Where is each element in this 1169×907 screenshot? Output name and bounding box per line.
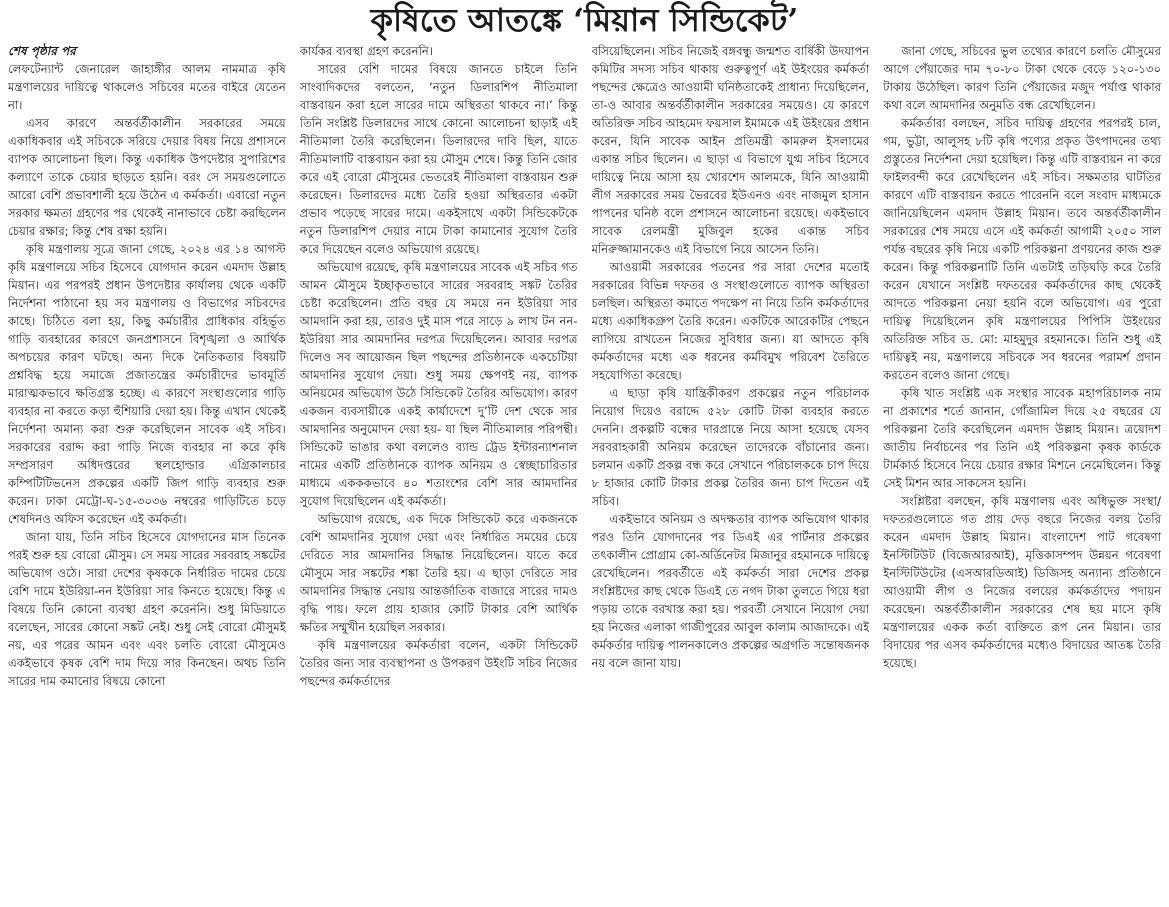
headline: কৃষিতে আতঙ্কে ‘মিয়ান সিন্ডিকেট’: [370, 1, 799, 39]
paragraph: লেফটেন্যান্ট জেনারেল জাহাঙ্গীর আলম নামমাত্র কৃষি মন্ত্রণালয়ের দায়িত্বে থাকলেও সচিবের মতের বাইরে যেতেন না।: [8, 62, 286, 112]
paragraph: এসব কারণে অন্তর্বর্তীকালীন সরকারের সময়ে একাধিকবার এই সচিবকে সরিয়ে দেয়ার বিষয় নিয়ে প্রশাসনে ব্যাপক আলোচনা ছিল। কিন্তু একাধিক উপদেষ্টার সুপারিশের কল্যাণে তাকে চেয়ার ছাড়তে হয়নি। বরং সে সময়গুলোতে আরো বেশি প্রভাবশালী হয়ে উঠেন এ কর্মকর্তা। এবারো নতুন সরকার ক্ষমতা গ্রহণের পর থেকেই নানাভাবে চেষ্টা করছিলেন চেয়ার রক্ষার; কিন্তু শেষ রক্ষা হয়নি।: [8, 116, 286, 238]
paragraph: একইভাবে অনিয়ম ও অদক্ষতার ব্যাপক অভিযোগ থাকার পরও তিনি যোগদানের পর ডিএই এর পার্টনার প্রকল্পের তৎকালীন প্রোগ্রাম কো-অর্ডিনেটর মিজানুর রহমানকে দায়িত্বে রেখেছিলেন। পরবর্তীতে এই কর্মকর্তা সারা দেশের প্রকল্প সংশ্লিষ্টদের কাছ থেকে ডিএই তে নগদ টাকা তুলতে গিয়ে ধরা পড়ায় তাকে বরখাস্ত করা হয়। পরবর্তী সেখানে নিয়োগ দেয়া হয় নিজের এলাকা গাজীপুরের আবুল কালাম আজাদকে। এই কর্মকর্তার দায়িত্ব পালনকালেও প্রকল্পের অগ্রগতি সন্তোষজনক নয় বলে জানা যায়।: [591, 512, 870, 670]
paragraph: অভিযোগ রয়েছে, কৃষি মন্ত্রণালয়ের সাবেক এই সচিব গত আমন মৌসুমে ইচ্ছাকৃতভাবে সারের সরবরাহ সঙ্কট তৈরির চেষ্টা করেছিলেন। প্রতি বছর যে সময়ে নন ইউরিয়া সার আমদানি করা হয়, তারও দুই মাস পরে সাড়ে ৯ লাখ টন নন-ইউরিয়া সার আমদানির দরপত্র দিয়েছিলেন। আবার দরপত্র দিলেও সব আয়োজন ছিল পছন্দের প্রতিষ্ঠানকে একচেটিয়া আমদানির সুযোগ দেয়া। শুধু সময় ক্ষেপণই নয়, ব্যাপক অনিয়মের অভিযোগ উঠে সিন্ডিকেট তৈরির অভিযোগ। কারণ একজন ব্যবসায়ীকে একই কার্যাদেশে দু’টি দেশ থেকে সার আমদানির অনুমোদন দেয়া হয়- যা ছিল নীতিমালার পরিপন্থী। সিন্ডিকেট ভাঙার কথা বললেও ব্যান্ড ট্রেড ইন্টারন্যাশনাল নামের একটি প্রতিষ্ঠানকে ব্যাপক অনিয়ম ও স্বেচ্ছাচারিতার মাধ্যমে একককভাবে ৪০ শতাংশের বেশি সার আমদানির সুযোগ দিয়েছিলেন এই কর্মকর্তা।: [299, 260, 578, 508]
article-columns: [8, 42, 1161, 899]
paragraph: সারের বেশি দামের বিষয়ে জানতে চাইলে তিনি সাংবাদিকদের বলতেন, ‘নতুন ডিলারশিপ নীতিমালা বাস্তবায়ন করা হলে সারের দামে অস্থিরতা থাকবে না।’ কিন্তু তিনি সংশ্লিষ্ট ডিলারদের সাথে কোনো আলোচনা ছাড়াই এই নীতিমালা তৈরি করেছিলেন। ডিলারদের দাবি ছিল, যাতে নীতিমালাটি বাস্তবায়ন করা হয় মৌসুম শেষে। কিন্তু তিনি জোর করে এই বোরো মৌসুমের ভেতরেই নীতিমালা বাস্তবায়ন শুরু করেছেন। ডিলারদের মধ্যে তৈরি হওয়া অস্থিরতার একটা প্রভাব পড়েছে সারের দামে। একইসাথে একটা সিন্ডিকেটকে নতুন ডিলারশিপ দেয়ার নামে টাকা কামানোর সুযোগ তৈরি করে দিয়েছেন বলেও অভিযোগ রয়েছে।: [299, 62, 578, 256]
column-4: [883, 42, 1161, 899]
column-2: [300, 42, 578, 899]
continued-from-label: শেষ পৃষ্ঠার পর: [8, 44, 76, 58]
paragraph: কৃষি মন্ত্রণালয় সূত্রে জানা গেছে, ২০২৪ এর ১৪ আগস্ট কৃষি মন্ত্রণালয়ে সচিব হিসেবে যোগদান করেন এমদাদ উল্লাহ মিয়ান। এর পরপরই প্রধান উপদেষ্টার কার্যালয় থেকে একটি নির্দেশনা পাঠানো হয় সব মন্ত্রণালয় ও বিভাগের সচিবদের কাছে। চিঠিতে বলা হয়, কিছু কর্মচারীর প্রাধিকার বহির্ভূত গাড়ি ব্যবহারের কারণে জনপ্রশাসনে বিশৃঙ্খলা ও আর্থিক অপচয়ের কারণ ঘটছে। অন্য দিকে নৈতিকতার বিষয়টি প্রশ্নবিদ্ধ হয়ে সমাজে প্রজাতন্ত্রের কর্মচারীদের ভাবমূর্তি মারাত্মকভাবে ক্ষতিগ্রস্ত হচ্ছে। এ কারণে সংস্থাগুলোর গাড়ি ব্যবহার না করতে কড়া হুঁশিয়ারি দেয়া হয়। কিন্তু এখান থেকেই নির্দেশনা অমান্য করা শুরু করেছিলেন সাবেক এই সচিব। সরকারের বরাদ্দ করা গাড়ি নিজে ব্যবহার না করে কৃষি সম্প্রসারণ অধিদপ্তরের স্থলহোল্ডার এগ্রিকালচার কম্পিটিটিভনেস প্রকল্পের একটি জিপ গাড়ি ব্যবহার শুরু করেন। ঢাকা মেট্রো-ঘ-১৫-৩০৩৬ নম্বরের গাড়িটিতে চড়ে শেষদিনও অফিস করেছেন এই কর্মকর্তা।: [8, 242, 286, 526]
paragraph: অভিযোগ রয়েছে, এক দিকে সিন্ডিকেট করে একজনকে বেশি আমদানির সুযোগ দেয়া এবং নির্ধারিত সময়ের চেয়ে দেরিতে সার আমদানির সিদ্ধান্ত নিয়েছিলেন। যাতে করে মৌসুমে সার সঙ্কটের শঙ্কা তৈরি হয়। এ ছাড়া দেরিতে সার আমদানির সিদ্ধান্ত নেয়ায় আন্তর্জাতিক বাজারে সারের দামও বৃদ্ধি পায়। ফলে প্রায় হাজার কোটি টাকার বেশি আর্থিক ক্ষতির সম্মুখীন হয়েছিল সরকার।: [299, 512, 578, 634]
paragraph: কৃষি খাত সংশ্লিষ্ট এক সংস্থার সাবেক মহাপরিচালক নাম না প্রকাশের শর্তে জানান, গোঁজামিল দিয়ে ২৫ বছরের যে পরিকল্পনা তৈরি করেছিলেন এমদাদ উল্লাহ মিয়ান। ত্রয়োদশ জাতীয় নির্বাচনের পর তিনি এই পরিকল্পনা কৃষক কার্ডকে টার্মকার্ড হিসেবে নিয়ে চেয়ার রক্ষার মিশনে নেমেছিলেন। কিন্তু সেই মিশন আর সাকসেস হয়নি।: [883, 386, 1161, 490]
paragraph: কর্মকর্তারা বলছেন, সচিব দায়িত্ব গ্রহণের পরপরই চাল, গম, ভুট্টা, আলুসহ ৮টি কৃষি পণ্যের প্রকৃত উৎপাদনের তথ্য প্রস্তুতের নির্দেশনা দেয়া হয়েছিল। কিন্তু এটি বাস্তবায়ন না করে ফাইলবন্দী করে রেখেছিলেন এই সচিব। সক্ষমতার ঘাটতির কারণে এটি বাস্তবায়ন করতে পারেননি বলে সংবাদ মাধ্যমকে জানিয়েছিলেন এমদাদ উল্লাহ মিয়ান। তবে অন্তর্বর্তীকালীন সরকারের শেষ সময়ে এসে এই কর্মকর্তা আগামী ২০৫০ সাল পর্যন্ত বছরের কৃষি নিয়ে একটি পরিকল্পনা প্রণয়নের কাজ শুরু করেন। কিন্তু পরিকল্পনাটি তিনি এতটাই তড়িঘড়ি করে তৈরি করেন যেখানে সংশ্লিষ্ট দফতরের কর্মকর্তাদের কাছ থেকেই আদতে পরিকল্পনা নেয়া হয়নি বলে অভিযোগ। এর পুরো দায়িত্ব দিয়েছিলেন কৃষি মন্ত্রণালয়ের পিপিসি উইংয়ের অতিরিক্ত সচিব ড. মো: মাহমুদুর রহমানকে। তিনি শুধু এই দায়িত্বই নয়, মন্ত্রণালয়ে সচিবকে সব ধরনের পরামর্শ প্রদান করতেন বলেও জানা গেছে।: [883, 116, 1161, 382]
paragraph: জানা যায়, তিনি সচিব হিসেবে যোগদানের মাস তিনেক পরই শুরু হয় বোরো মৌসুম। সে সময় সারের সরবরাহ সঙ্কটের অভিযোগ ওঠে। সারা দেশের কৃষককে নির্ধারিত দামের চেয়ে বেশি দামে ইউরিয়া-নন ইউরিয়া সার কিনতে হয়েছে। কিন্তু এ বিষয়ে তিনি কোনো ব্যবস্থা গ্রহণ করেননি। শুধু মিডিয়াতে বলেছেন, সারের কোনো সঙ্কট নেই। শুধু সেই বোরো মৌসুমই নয়, এর পরের আমন এবং এবং চলতি বোরো মৌসুমেও একইভাবে কৃষক বেশি দাম দিয়ে সার কিনছেন। অথচ তিনি সারের দাম কমানোর বিষয়ে কোনো: [8, 530, 286, 688]
paragraph: সংশ্লিষ্টরা বলছেন, কৃষি মন্ত্রণালয় এবং অধিভুক্ত সংস্থা/দফতরগুলোতে গত প্রায় দেড় বছরে নিজের বলয় তৈরি করেন এমদাদ উল্লাহ মিয়ান। বাংলাদেশ পাট গবেষণা ইনস্টিটিউট (বিজেআরআই), মৃত্তিকাসম্পদ উন্নয়ন গবেষণা ইনস্টিটিউটের (এসআরডিআই) ডিজিসহ অন্যান্য প্রতিষ্ঠানে আওয়ামী লীগ ও নিজের বলয়ের কর্মকর্তাদের পদায়ন করেছেন। অন্তর্বর্তীকালীন সরকারের শেষ ছয় মাসে কৃষি মন্ত্রণালয়ের একক কর্তা ব্যক্তিতে রূপ নেন মিয়ান। তার বিদায়ের পর এসব কর্মকর্তাদের মধ্যেও বিদায়ের আতঙ্ক তৈরি হয়েছে।: [883, 494, 1161, 670]
paragraph: কৃষি মন্ত্রণালয়ের কর্মকর্তারা বলেন, একটা সিন্ডিকেট তৈরির জন্য সার ব্যবস্থাপনা ও উপকরণ উইংটি সচিব নিজের পছন্দের কর্মকর্তাদের: [299, 638, 578, 688]
column-1: [8, 42, 286, 899]
paragraph: বসিয়েছিলেন। সচিব নিজেই বঙ্গবন্ধু জন্মশত বার্ষিকী উদযাপন কমিটির সদস্য সচিব থাকায় গুরুত্বপূর্ণ এই উইংয়ের কর্মকর্তা পছন্দের ক্ষেত্রেও আওয়ামী ঘনিষ্ঠতাকেই প্রাধান্য দিয়েছিলেন, তা-ও আবার অন্তর্বর্তীকালীন সরকারের সময়েও। যে কারণে অতিরিক্ত সচিব আহমেদ ফয়সাল ইমামকে এই উইংয়ের প্রধান করেন, যিনি সাবেক আইন প্রতিমন্ত্রী কামরুল ইসলামের একান্ত সচিব ছিলেন। এ ছাড়া এ বিভাগে যুগ্ম সচিব হিসেবে দায়িত্বে নিয়ে আসা হয় খোরশেদ আলমকে, যিনি আওয়ামী লীগ সরকারের সময় ভৈরবের ইউএনও এবং নাজমুল হাসান পাপনের ঘনিষ্ঠ বলে প্রশাসনে আলোচনা রয়েছে। একইভাবে সাবেক রেলমন্ত্রী মুজিবুল হকের একান্ত সচিব মনিরুজ্জামানকেও এই বিভাগে নিয়ে আসেন তিনি।: [591, 44, 870, 256]
paragraph: আওয়ামী সরকারের পতনের পর সারা দেশের মতোই সরকারের বিভিন্ন দফতর ও সংস্থাগুলোতে ব্যাপক অস্থিরতা চলছিল। অস্থিরতা কমাতে পদক্ষেপ না নিয়ে তিনি কর্মকর্তাদের মধ্যে একাধিকগ্রুপ তৈরি করেন। একটিকে আরেকটির পেছনে লাগিয়ে রাখতেন নিজের সুবিধার জন্য। যা আদতে কৃষি কর্মকর্তাদের মধ্যে এক ধরনের কর্মবিমুখ পরিবেশ তৈরিতে সহযোগিতা করেছে।: [591, 260, 870, 382]
column-3: [592, 42, 870, 899]
paragraph: জানা গেছে, সচিবের ভুল তথ্যের কারণে চলতি মৌসুমের আগে পেঁয়াজের দাম ৭০-৮০ টাকা থেকে বেড়ে ১২০-১৩০ টাকায় উঠেছিল। কারণ তিনি পেঁয়াজের মজুদ পর্যাপ্ত থাকার কথা বলে আমদানির অনুমতি বন্ধ রেখেছিলেন।: [883, 44, 1161, 112]
paragraph: এ ছাড়া কৃষি যান্ত্রিকীকরণ প্রকল্পের নতুন পরিচালক নিয়োগ দিয়েও বরাদ্দে ৫২৮ কোটি টাকা ব্যবহার করতে দেননি। প্রকল্পটি বন্ধের দারপ্রান্তে নিয়ে আসা হয়েছে যেসব সরবরাহকারী অনিয়ম করেছেন তাদেরকে বাঁচানোর জন্য। চলমান একটি প্রকল্প বন্ধ করে সেখানে পরিচালককে চাপ দিয়ে ৮ হাজার কোটি টাকার প্রকল্প তৈরির জন্য চাপ দিতেন এই সচিব।: [591, 386, 870, 508]
paragraph: কার্যকর ব্যবস্থা গ্রহণ করেননি।: [299, 44, 433, 58]
